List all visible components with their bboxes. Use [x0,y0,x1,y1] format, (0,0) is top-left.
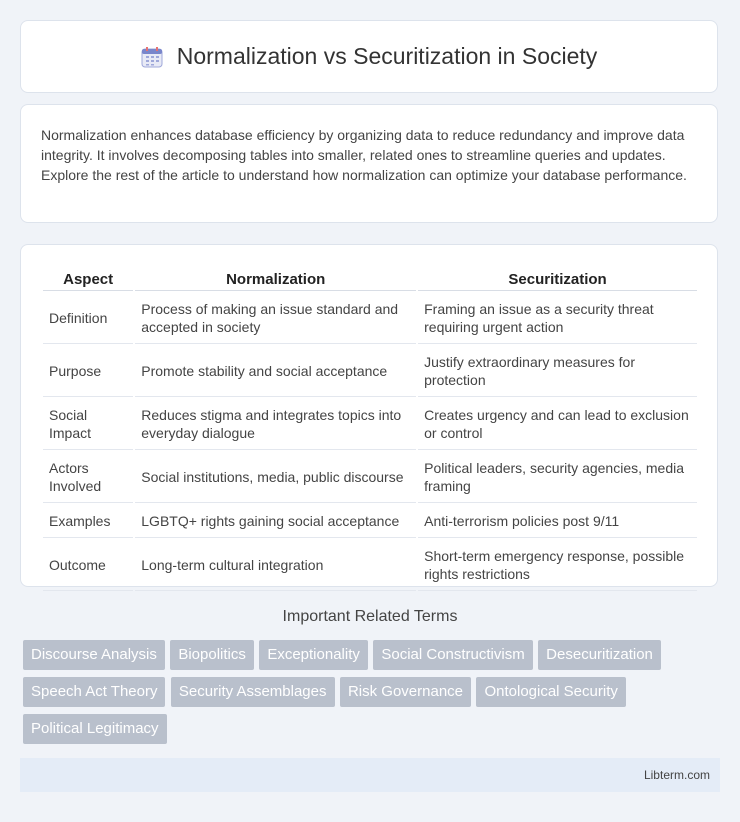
row-aspect: Definition [43,293,133,344]
title-card [20,20,718,93]
footer [20,758,720,792]
footer-site-link[interactable]: Libterm.com [643,768,710,782]
table-row [43,293,697,344]
row-aspect: Examples [43,505,133,538]
comparison-table [41,265,699,593]
row-aspect: Outcome [43,540,133,591]
tag-speech-act-theory[interactable]: Speech Act Theory [23,677,165,707]
tag-risk-governance[interactable]: Risk Governance [340,677,471,707]
header-aspect: Aspect [43,267,133,291]
row-normalization: Promote stability and social acceptance [135,346,416,397]
row-securitization: Political leaders, security agencies, media framing [418,452,697,503]
intro-card [20,104,718,223]
tag-security-assemblages[interactable]: Security Assemblages [171,677,335,707]
row-normalization: LGBTQ+ rights gaining social acceptance [135,505,416,538]
row-securitization: Short-term emergency response, possible rights restrictions [418,540,697,591]
tag-social-constructivism[interactable]: Social Constructivism [373,640,532,670]
row-securitization: Justify extraordinary measures for protection [418,346,697,397]
tag-discourse-analysis[interactable]: Discourse Analysis [23,640,165,670]
calendar-icon [141,46,163,68]
table-row [43,505,697,538]
row-aspect: Actors Involved [43,452,133,503]
table-row [43,399,697,450]
row-securitization: Anti-terrorism policies post 9/11 [418,505,697,538]
tag-exceptionality[interactable]: Exceptionality [259,640,368,670]
header-securitization: Securitization [418,267,697,291]
comparison-card [20,244,718,587]
page-title: Normalization vs Securitization in Society [176,43,598,69]
row-normalization: Social institutions, media, public discourse [135,452,416,503]
tag-political-legitimacy[interactable]: Political Legitimacy [23,714,167,744]
tag-biopolitics[interactable]: Biopolitics [170,640,254,670]
row-securitization: Creates urgency and can lead to exclusion or control [418,399,697,450]
header-normalization: Normalization [135,267,416,291]
row-normalization: Process of making an issue standard and accepted in society [135,293,416,344]
related-terms-list [23,640,723,751]
tag-ontological-security[interactable]: Ontological Security [476,677,625,707]
table-row [43,346,697,397]
row-normalization: Long-term cultural integration [135,540,416,591]
tag-desecuritization[interactable]: Desecuritization [538,640,661,670]
intro-text: Normalization enhances database efficiency by organizing data to reduce redundancy and improve data integrity. It involves decomposing tables into smaller, related ones to streamline queries and updates. Explore the rest of the article to understand how normalization can optimize your database performance. [41,127,687,183]
row-aspect: Social Impact [43,399,133,450]
table-header-row [43,267,697,291]
row-aspect: Purpose [43,346,133,397]
table-row [43,452,697,503]
table-row [43,540,697,591]
row-securitization: Framing an issue as a security threat requiring urgent action [418,293,697,344]
row-normalization: Reduces stigma and integrates topics into everyday dialogue [135,399,416,450]
related-terms-title: Important Related Terms [282,608,458,625]
